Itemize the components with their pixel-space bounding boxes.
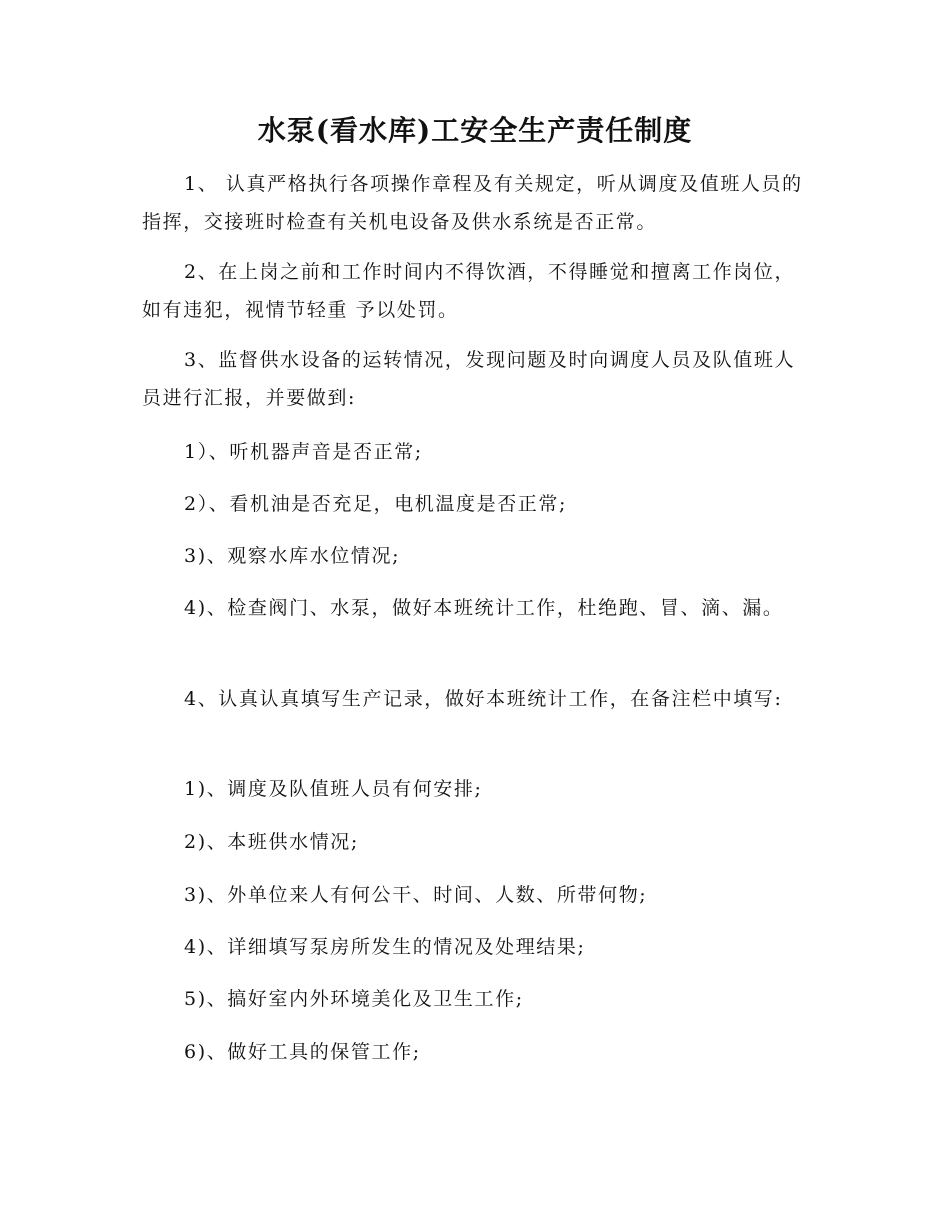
list-item-3-4: 4)、检查阀门、水泵，做好本班统计工作，杜绝跑、冒、滴、漏。: [184, 597, 784, 619]
list-item-4-3: 3)、外单位来人有何公干、时间、人数、所带何物;: [184, 884, 648, 906]
paragraph-4: 4、认真认真填写生产记录，做好本班统计工作，在备注栏中填写:: [184, 688, 783, 710]
list-item-4-1: 1)、调度及队值班人员有何安排;: [184, 778, 483, 800]
list-item-3-1: 1）、听机器声音是否正常;: [184, 441, 423, 463]
paragraph-2: 2、在上岗之前和工作时间内不得饮酒，不得睡觉和擅离工作岗位，如有违犯，视情节轻重 予以处罚。: [142, 261, 796, 321]
list-item-4-4: 4)、详细填写泵房所发生的情况及处理结果;: [184, 936, 586, 958]
paragraph-1: 1、 认真严格执行各项操作章程及有关规定，听从调度及值班人员的指挥，交接班时检查有关机电设备及供水系统是否正常。: [142, 173, 803, 233]
document-title: 水泵(看水库)工安全生产责任制度: [257, 114, 693, 147]
list-item-3-3: 3)、观察水库水位情况;: [184, 545, 401, 567]
list-item-4-6: 6)、做好工具的保管工作;: [184, 1041, 421, 1063]
paragraph-3: 3、监督供水设备的运转情况，发现问题及时向调度人员及队值班人员进行汇报，并要做到:: [142, 349, 796, 409]
list-item-4-5: 5)、搞好室内外环境美化及卫生工作;: [184, 988, 524, 1010]
list-item-3-2: 2）、看机油是否充足，电机温度是否正常;: [184, 493, 567, 515]
list-item-4-2: 2)、本班供水情况;: [184, 831, 359, 853]
